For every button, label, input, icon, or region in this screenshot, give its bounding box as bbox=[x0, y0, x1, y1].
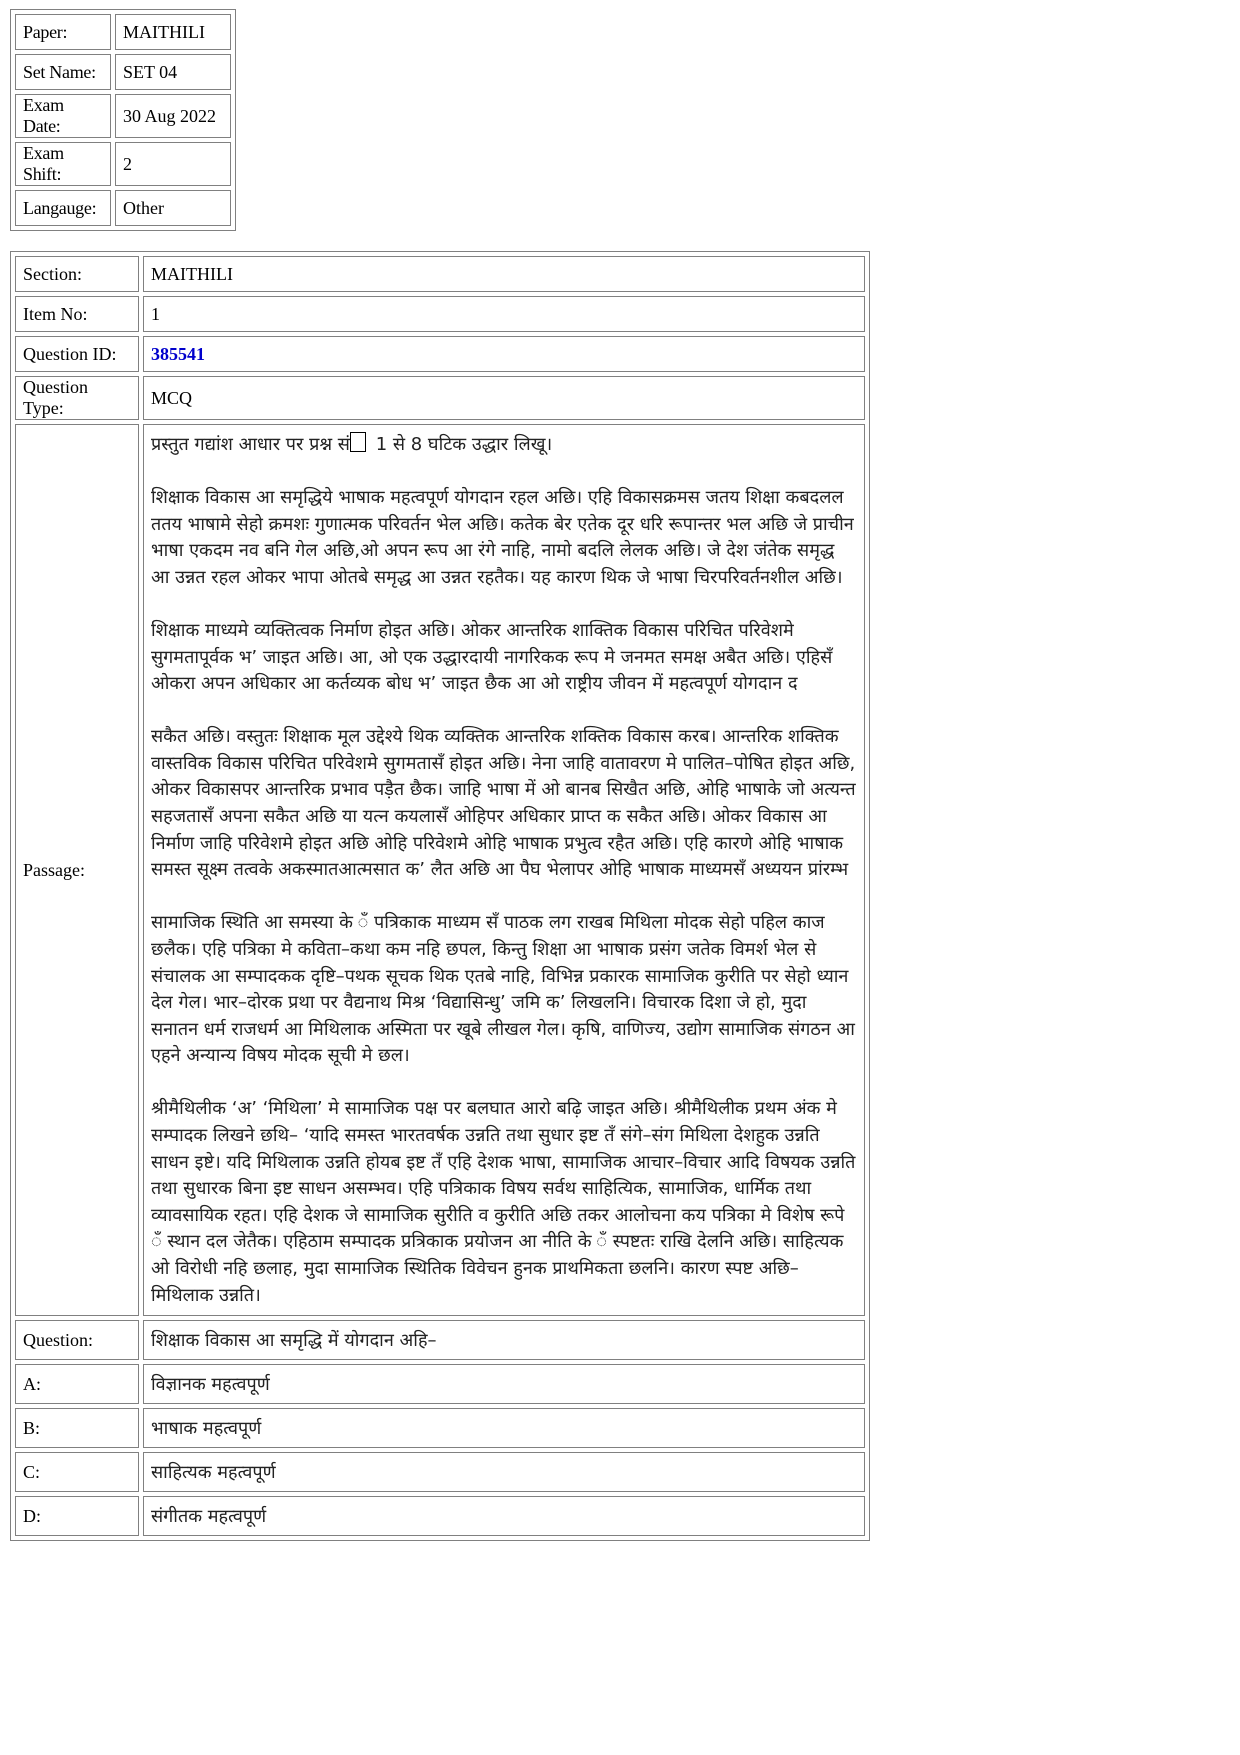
passage-paragraph: सामाजिक स्थिति आ समस्या के ँ पत्रिकाक माध्यम सँ पाठक लग राखब मिथिला मोदक सेहो पहिल काज छलैक। एहि पत्रिका मे कविता–कथा कम नहि छपल, किन्तु शिक्षा आ भाषाक प्रसंग जतेक विमर्श भेल से संचालक आ सम्पादकक दृष्टि–पथक सूचक थिक एतबे नाहि, विभिन्न प्रकारक सामाजिक कुरीति पर सेहो ध्यान देल गेल। भार–दोरक प्रथा पर वैद्यनाथ मिश्र ‘विद्यासिन्धु’ जमि क’ लिखलनि। विचारक दिशा जे हो, मुदा सनातन धर्म राजधर्म आ मिथिलाक अस्मिता पर खूबे लीखल गेल। कृषि, वाणिज्य, उद्योग सामाजिक संगठन आ एहने अन्यान्य विषय मोदक सूची मे छल। bbox=[151, 912, 855, 1067]
passage-paragraph: शिक्षाक विकास आ समृद्धिये भाषाक महत्वपूर्ण योगदान रहल अछि। एहि विकासक्रमस जतय शिक्षा कबदलल ततय भाषामे सेहो क्रमशः गुणात्मक परिवर्तन भेल अछि। कतेक बेर एतेक दूर धरि रूपान्तर भल अछि जे प्राचीन भाषा एकदम नव बनि गेल अछि,ओ अपन रूप आ रंगे नाहि, नामो बदलि लेलक अछि। जे देश जंतेक समृद्ध आ उन्नत रहल ओकर भापा ओतबे समृद्ध आ उन्नत रहतैक। यह कारण थिक जे भाषा चिरपरिवर्तनशील अछि। bbox=[151, 487, 854, 588]
option-a-label: A: bbox=[15, 1364, 139, 1404]
item-no-label: Item No: bbox=[15, 296, 139, 332]
option-row-d bbox=[15, 1496, 865, 1536]
paper-label: Paper: bbox=[15, 14, 111, 50]
exam-date-label: Exam Date: bbox=[15, 94, 111, 138]
set-name-value: SET 04 bbox=[115, 54, 231, 90]
question-type-value: MCQ bbox=[143, 376, 865, 420]
passage-instruction bbox=[151, 432, 857, 459]
option-c-label: C: bbox=[15, 1452, 139, 1492]
section-label: Section: bbox=[15, 256, 139, 292]
instruction-text-end: 1 से 8 घटिक उद्धार लिखू। bbox=[369, 434, 553, 455]
question-type-label: Question Type: bbox=[15, 376, 139, 420]
question-row bbox=[15, 1320, 865, 1360]
meta-row-set bbox=[15, 54, 231, 90]
option-row-b bbox=[15, 1408, 865, 1448]
section-value: MAITHILI bbox=[143, 256, 865, 292]
item-no-value: 1 bbox=[143, 296, 865, 332]
meta-row-language bbox=[15, 190, 231, 226]
question-text: शिक्षाक विकास आ समृद्धि में योगदान अहि– bbox=[143, 1320, 865, 1360]
language-value: Other bbox=[115, 190, 231, 226]
option-d-text: संगीतक महत्वपूर्ण bbox=[143, 1496, 865, 1536]
option-d-label: D: bbox=[15, 1496, 139, 1536]
question-id-value: 385541 bbox=[143, 336, 865, 372]
exam-meta-table bbox=[10, 9, 236, 231]
passage-text bbox=[143, 424, 865, 1316]
missing-glyph-box bbox=[350, 432, 366, 452]
question-table bbox=[10, 251, 870, 1541]
option-row-a bbox=[15, 1364, 865, 1404]
exam-shift-value: 2 bbox=[115, 142, 231, 186]
option-b-text: भाषाक महत्वपूर्ण bbox=[143, 1408, 865, 1448]
instruction-text: प्रस्तुत गद्यांश आधार पर प्रश्न सं bbox=[151, 434, 350, 455]
item-row bbox=[15, 296, 865, 332]
question-id-label: Question ID: bbox=[15, 336, 139, 372]
question-id-row bbox=[15, 336, 865, 372]
question-type-row bbox=[15, 376, 865, 420]
set-name-label: Set Name: bbox=[15, 54, 111, 90]
passage-paragraph: श्रीमैथिलीक ‘अ’ ‘मिथिला’ मे सामाजिक पक्ष पर बलघात आरो बढ़ि जाइत अछि। श्रीमैथिलीक प्रथम अंक मे सम्पादक लिखने छथि– ‘यादि समस्त भारतवर्षक उन्नति तथा सुधार इष्ट तँ संगे–संग मिथिला देशहुक उन्नति साधन इष्टे। यदि मिथिलाक उन्नति होयब इष्ट तँ एहि देशक भाषा, सामाजिक आचार–विचार आदि विषयक उन्नति तथा सुधारक बिना इष्ट साधन असम्भव। एहि पत्रिकाक विषय सर्वथ साहित्यिक, सामाजिक, धार्मिक तथा व्यावसायिक रहत। एहि देशक जे सामाजिक सुरीति व कुरीति अछि तकर आलोचना कय पत्रिका मे विशेष रूपे ँ स्थान दल जेतैक। एहिठाम सम्पादक प्रत्रिकाक प्रयोजन आ नीति के ँ स्पष्टतः राखि देलनि अछि। साहित्यक ओ विरोधी नहि छलाह, मुदा सामाजिक स्थितिक विवेचन हुनक प्राथमिकता छलनि। कारण स्पष्ट अछि– मिथिलाक उन्नति। bbox=[151, 1098, 856, 1306]
language-label: Langauge: bbox=[15, 190, 111, 226]
meta-row-paper bbox=[15, 14, 231, 50]
exam-date-value: 30 Aug 2022 bbox=[115, 94, 231, 138]
option-b-label: B: bbox=[15, 1408, 139, 1448]
exam-shift-label: Exam Shift: bbox=[15, 142, 111, 186]
paper-value: MAITHILI bbox=[115, 14, 231, 50]
question-label: Question: bbox=[15, 1320, 139, 1360]
option-a-text: विज्ञानक महत्वपूर्ण bbox=[143, 1364, 865, 1404]
section-row bbox=[15, 256, 865, 292]
passage-paragraph: सकैत अछि। वस्तुतः शिक्षाक मूल उद्देश्ये थिक व्यक्तिक आन्तरिक शक्तिक विकास करब। आन्तरिक शक्तिक वास्तविक विकास परिचित परिवेशमे सुगमतासँ होइत अछि। नेना जाहि वातावरण मे पालित–पोषित होइत अछि, ओकर विकासपर आन्तरिक प्रभाव पड़ैत छैक। जाहि भाषा में ओ बानब सिखैत अछि, ओहि भाषाके जो अत्यन्त सहजतासँ अपना सकैत अछि या यत्न कयलासँ ओहिपर अधिकार प्राप्त क सकैत अछि। ओकर विकास आ निर्माण जाहि परिवेशमे होइत अछि ओहि परिवेशमे ओहि भाषाक प्रभुत्व रहैत अछि। एहि कारणे ओहि भाषाक समस्त सूक्ष्म तत्वके अकस्मातआत्मसात क’ लैत अछि आ पैघ भेलापर ओहि भाषाक माध्यमसँ अध्ययन प्रांरम्भ bbox=[151, 726, 856, 881]
option-c-text: साहित्यक महत्वपूर्ण bbox=[143, 1452, 865, 1492]
meta-row-shift bbox=[15, 142, 231, 186]
passage-label: Passage: bbox=[15, 424, 139, 1316]
option-row-c bbox=[15, 1452, 865, 1492]
passage-paragraph: शिक्षाक माध्यमे व्यक्तित्वक निर्माण होइत अछि। ओकर आन्तरिक शाक्तिक विकास परिचित परिवेशमे सुगमतापूर्वक भ’ जाइत अछि। आ, ओ एक उद्धारदायी नागरिकक रूप मे जनमत समक्ष अबैत अछि। एहिसँ ओकरा अपन अधिकार आ कर्तव्यक बोध भ’ जाइत छैक आ ओ राष्ट्रीय जीवन में महत्वपूर्ण योगदान द bbox=[151, 619, 833, 695]
passage-row bbox=[15, 424, 865, 1316]
meta-row-date bbox=[15, 94, 231, 138]
